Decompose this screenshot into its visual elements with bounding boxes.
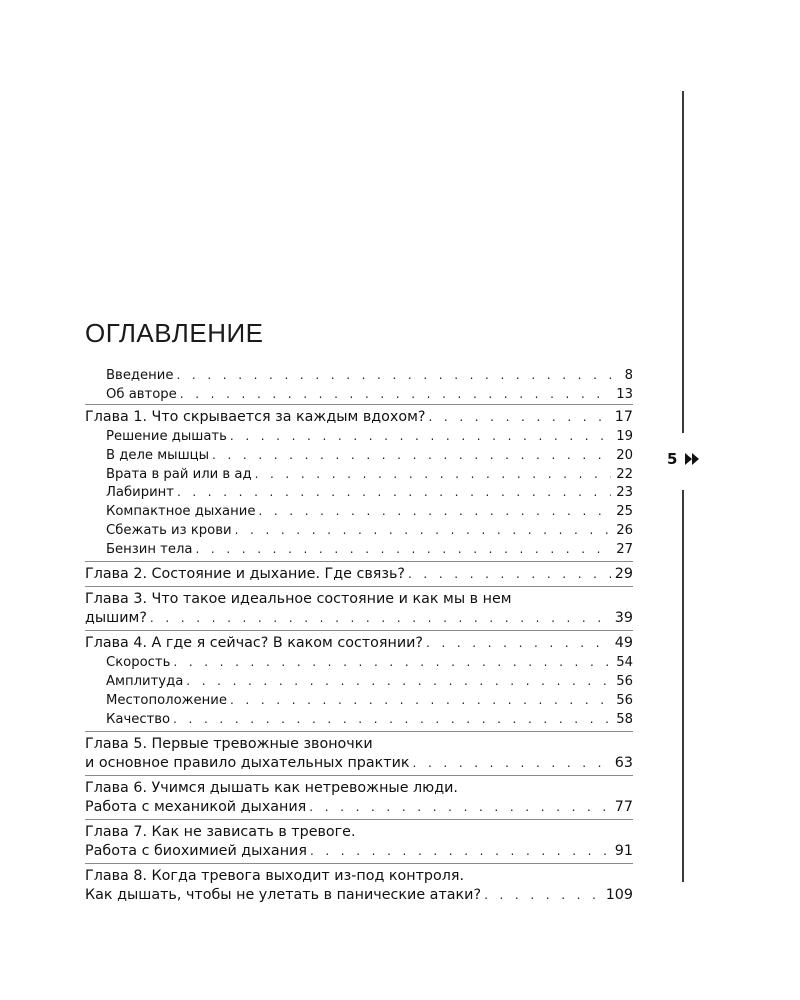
toc-section-row[interactable] <box>85 446 633 465</box>
toc-chapter-title-line1: Глава 3. Что такое идеальное состояние и как мы в нем <box>85 591 512 608</box>
toc-page-number: 54 <box>616 655 633 671</box>
dot-leader <box>209 446 611 465</box>
toc-chapter-title: Работа с биохимией дыхания <box>85 842 307 859</box>
dot-leader <box>252 465 611 484</box>
toc-section-label: Местоположение <box>106 692 227 708</box>
dot-leader <box>170 653 611 672</box>
toc-section-label: Сбежать из крови <box>106 523 232 539</box>
page-number-marker <box>667 450 699 468</box>
toc-chapter-title-line <box>85 823 633 842</box>
toc-section-row[interactable] <box>85 502 633 521</box>
toc-chapter-row[interactable] <box>85 798 633 817</box>
toc-page-number: 17 <box>614 408 633 425</box>
toc-group-chapter-5 <box>85 731 633 773</box>
toc-page-number: 29 <box>614 566 633 583</box>
dot-leader <box>177 385 611 404</box>
toc-section-label: Бензин тела <box>106 542 193 558</box>
toc-chapter-row[interactable] <box>85 842 633 861</box>
toc-section-label: Введение <box>106 368 174 383</box>
toc-group-chapter-1 <box>85 404 633 559</box>
toc-page-number: 13 <box>616 386 633 402</box>
toc-section-label: Врата в рай или в ад <box>106 466 252 482</box>
margin-rule-top <box>682 91 684 433</box>
dot-leader <box>423 634 611 653</box>
toc-chapter-title-line1: Глава 6. Учимся дышать как нетревожные люди. <box>85 779 458 796</box>
toc-section-row[interactable] <box>85 521 633 540</box>
toc-group-chapter-8 <box>85 863 633 905</box>
toc-chapter-title: Работа с механикой дыхания <box>85 798 307 815</box>
margin-rule-bottom <box>682 490 684 882</box>
toc-page-number: 8 <box>624 368 633 383</box>
toc-section-row[interactable] <box>85 366 633 385</box>
toc-section-label: В деле мышцы <box>106 447 210 463</box>
toc-title: ОГЛАВЛЕНИЕ <box>85 318 264 348</box>
dot-leader <box>193 540 612 559</box>
toc-group-chapter-7 <box>85 819 633 861</box>
dot-leader <box>173 366 611 385</box>
toc-page-number: 56 <box>616 673 633 689</box>
toc-page-number: 19 <box>616 428 633 444</box>
toc-group-chapter-6 <box>85 775 633 817</box>
dot-leader <box>255 502 611 521</box>
toc-chapter-title: и основное правило дыхательных практик <box>85 754 410 771</box>
toc-chapter-title: Как дышать, чтобы не улетать в панические атаки? <box>85 886 482 903</box>
toc-page-number: 49 <box>614 635 633 652</box>
double-chevron-right-icon <box>685 453 699 465</box>
toc-section-label: Компактное дыхание <box>106 504 256 520</box>
toc-page-number: 109 <box>605 886 633 903</box>
toc-chapter-title: Глава 1. Что скрывается за каждым вдохом? <box>85 408 426 425</box>
toc-group-intro <box>85 366 633 404</box>
toc-chapter-row[interactable] <box>85 565 633 584</box>
toc-section-label: Качество <box>106 711 171 727</box>
toc-section-row[interactable] <box>85 385 633 404</box>
dot-leader <box>147 609 611 628</box>
toc-chapter-row[interactable] <box>85 408 633 427</box>
toc-chapter-title: Глава 4. А где я сейчас? В каком состоянии? <box>85 635 424 652</box>
toc-section-label: Об авторе <box>106 386 177 402</box>
toc-section-label: Скорость <box>106 655 171 671</box>
dot-leader <box>170 710 611 729</box>
toc-chapter-title-line1: Глава 8. Когда тревога выходит из-под контроля. <box>85 867 465 884</box>
toc-section-label: Решение дышать <box>106 428 227 444</box>
dot-leader <box>306 798 611 817</box>
toc-section-row[interactable] <box>85 691 633 710</box>
toc-chapter-row[interactable] <box>85 634 633 653</box>
toc-section-label: Амплитуда <box>106 673 184 689</box>
dot-leader <box>410 754 611 773</box>
toc-section-row[interactable] <box>85 672 633 691</box>
toc-page-number: 27 <box>616 542 633 558</box>
toc-section-label: Лабиринт <box>106 485 174 501</box>
dot-leader <box>405 565 611 584</box>
dot-leader <box>183 672 611 691</box>
dot-leader <box>174 483 611 502</box>
dot-leader <box>307 842 611 861</box>
toc-chapter-row[interactable] <box>85 886 633 905</box>
toc-page-number: 20 <box>616 447 633 463</box>
toc-group-chapter-2 <box>85 561 633 584</box>
toc-chapter-row[interactable] <box>85 754 633 773</box>
toc-section-row[interactable] <box>85 540 633 559</box>
toc-chapter-title-line1: Глава 7. Как не зависать в тревоге. <box>85 823 356 840</box>
toc-chapter-title: Глава 2. Состояние и дыхание. Где связь? <box>85 566 405 583</box>
dot-leader <box>425 408 611 427</box>
toc-chapter-title-line <box>85 779 633 798</box>
toc-page-number: 77 <box>614 798 633 815</box>
toc-group-chapter-4 <box>85 630 633 729</box>
toc-group-chapter-3 <box>85 586 633 628</box>
table-of-contents <box>85 366 633 905</box>
toc-page-number: 56 <box>616 692 633 708</box>
toc-page-number: 25 <box>616 504 633 520</box>
toc-section-row[interactable] <box>85 653 633 672</box>
toc-chapter-title-line <box>85 735 633 754</box>
dot-leader <box>232 521 611 540</box>
toc-chapter-title-line1: Глава 5. Первые тревожные звоночки <box>85 735 373 752</box>
toc-page-number: 22 <box>616 466 633 482</box>
toc-section-row[interactable] <box>85 483 633 502</box>
toc-page-number: 63 <box>614 754 633 771</box>
toc-page-number: 58 <box>616 711 633 727</box>
dot-leader <box>481 886 606 905</box>
toc-page-number: 26 <box>616 523 633 539</box>
toc-section-row[interactable] <box>85 710 633 729</box>
toc-section-row[interactable] <box>85 465 633 484</box>
dot-leader <box>227 691 611 710</box>
toc-chapter-title-line <box>85 867 633 886</box>
toc-chapter-title: дышим? <box>85 610 147 627</box>
toc-section-row[interactable] <box>85 427 633 446</box>
toc-chapter-title-line <box>85 590 633 609</box>
page-number: 5 <box>667 450 678 468</box>
dot-leader <box>227 427 611 446</box>
toc-page-number: 39 <box>614 610 633 627</box>
toc-page-number: 91 <box>614 842 633 859</box>
toc-chapter-row[interactable] <box>85 609 633 628</box>
toc-page-number: 23 <box>616 485 633 501</box>
